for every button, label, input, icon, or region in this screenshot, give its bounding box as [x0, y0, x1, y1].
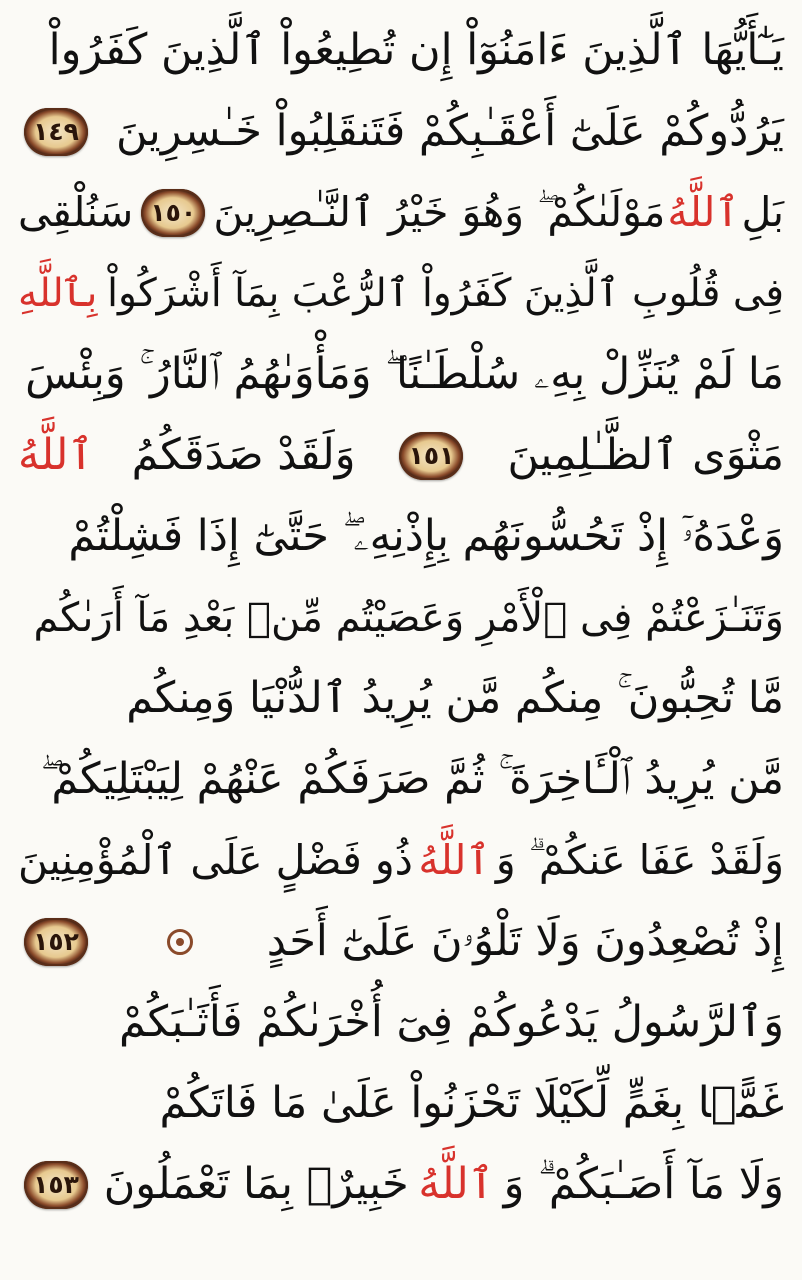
ayah-number: ١٤٩ [33, 117, 79, 146]
verse-text: وَلَقَدْ صَدَقَكُمُ [131, 430, 356, 480]
divine-name-text: بِٱللَّهِ [18, 271, 98, 316]
verse-line [18, 820, 784, 901]
verse-text: مَثْوَى ٱلظَّـٰلِمِينَ [507, 430, 784, 480]
verse-line [18, 577, 784, 658]
ayah-number-marker [24, 1161, 88, 1209]
divine-name-text: ٱللَّهُ [18, 430, 94, 480]
verse-line [18, 91, 784, 172]
verse-text: إِذْ تُصْعِدُونَ وَلَا تَلْوُۥنَ عَلَىٰٓ أَحَدٍ [266, 916, 784, 966]
ayah-number: ١٥٣ [33, 1170, 79, 1199]
verse-text: سَنُلْقِى [18, 188, 134, 236]
ayah-number: ١٥١ [408, 441, 455, 470]
verse-text: غَمًّۢا بِغَمٍّ لِّكَيْلَا تَحْزَنُواْ عَلَىٰ مَا فَاتَكُمْ [159, 1078, 784, 1128]
ayah-number-marker [399, 432, 463, 480]
ayah-number-marker [24, 918, 88, 966]
divine-name-text: ٱللَّهُ [418, 1159, 494, 1209]
verse-line [18, 253, 784, 334]
verse-line [18, 1144, 784, 1225]
verse-text: وَلَا مَآ أَصَـٰبَكُمْ ۗ وَ [503, 1159, 784, 1209]
ayah-number-marker [24, 108, 88, 156]
verse-line [18, 982, 784, 1063]
verse-text: وَعْدَهُۥٓ إِذْ تَحُسُّونَهُم بِإِذْنِهِۦ ۖ حَتَّىٰٓ إِذَا فَشِلْتُمْ [68, 511, 784, 561]
verse-text: وَٱلرَّسُولُ يَدْعُوكُمْ فِىٓ أُخْرَىٰكُمْ فَأَثَـٰبَكُمْ [119, 997, 784, 1047]
verse-text: فِى قُلُوبِ ٱلَّذِينَ كَفَرُواْ ٱلرُّعْبَ بِمَآ أَشْرَكُواْ [107, 271, 784, 316]
verse-line [18, 172, 784, 253]
verse-line [18, 658, 784, 739]
hizb-marker-icon [167, 929, 193, 955]
verse-text: ذُو فَضْلٍ عَلَى ٱلْمُؤْمِنِينَ [18, 836, 413, 884]
verse-text: مَوْلَىٰكُمْ ۖ وَهُوَ خَيْرُ ٱلنَّـٰصِرِينَ [213, 188, 666, 236]
ayah-number-marker [141, 189, 205, 237]
verse-text: مَّا تُحِبُّونَ ۚ مِنكُم مَّن يُرِيدُ ٱلدُّنْيَا وَمِنكُم [126, 673, 784, 723]
verse-text: مَّن يُرِيدُ ٱلْـَٔاخِرَةَ ۚ ثُمَّ صَرَفَكُمْ عَنْهُمْ لِيَبْتَلِيَكُمْ ۖ [40, 754, 784, 804]
ayah-number: ١٥٠ [150, 198, 197, 227]
verse-text: خَبِيرٌۢ بِمَا تَعْمَلُونَ [103, 1159, 409, 1209]
verse-line [18, 415, 784, 496]
verse-line [18, 334, 784, 415]
verse-line [18, 901, 784, 982]
divine-name-text: ٱللَّهُ [418, 836, 491, 884]
verse-line [18, 1063, 784, 1144]
verse-text: بَلِ [741, 188, 784, 236]
verse-text: وَتَنَـٰزَعْتُمْ فِى ٱلْأَمْرِ وَعَصَيْتُم مِّنۢ بَعْدِ مَآ أَرَىٰكُم [33, 594, 784, 641]
verse-text: يَرُدُّوكُمْ عَلَىٰٓ أَعْقَـٰبِكُمْ فَتَنقَلِبُواْ خَـٰسِرِينَ [116, 106, 784, 156]
verse-text: مَا لَمْ يُنَزِّلْ بِهِۦ سُلْطَـٰنًا ۖ وَمَأْوَىٰهُمُ ٱلنَّارُ ۚ وَبِئْسَ [25, 349, 784, 399]
verse-line [18, 496, 784, 577]
divine-name-text: ٱللَّهُ [667, 188, 740, 236]
verse-line [18, 10, 784, 91]
ayah-number: ١٥٢ [33, 927, 79, 956]
verse-text: وَلَقَدْ عَفَا عَنكُمْ ۗ وَ [495, 836, 784, 884]
verse-line [18, 739, 784, 820]
verse-text: يَـٰٓأَيُّهَا ٱلَّذِينَ ءَامَنُوٓاْ إِن تُطِيعُواْ ٱلَّذِينَ كَفَرُواْ [48, 25, 784, 75]
